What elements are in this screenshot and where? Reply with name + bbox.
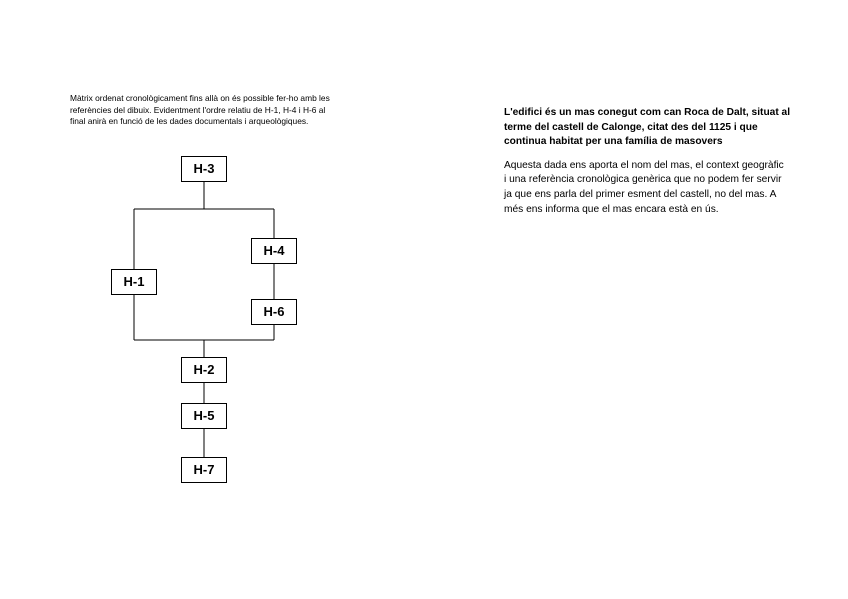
intro-line-2: terme del castell de Calonge, citat des del 1125 i que [504, 121, 758, 133]
intro-line-1: L'edifici és un mas conegut com can Roca de Dalt, situat al [504, 107, 791, 118]
caption-line-2: referències del dibuix. Evidentment l'ordre relatiu de H-1, H-4 i H-6 al [70, 104, 326, 115]
node-h2: H-2 [181, 357, 227, 383]
body-line-3: ja que ens parla del primer esment del castell, no del mas. A [504, 188, 777, 200]
node-h4: H-4 [251, 238, 297, 264]
caption-line-1: Màtrix ordenat cronològicament fins allà on és possible fer-ho amb les [70, 93, 330, 103]
body-line-4: més ens informa que el mas encara està en ús. [504, 203, 719, 215]
description-intro [504, 106, 824, 150]
description-body [504, 159, 824, 217]
node-h5: H-5 [181, 403, 227, 429]
body-line-2: i una referència cronològica genèrica que no podem fer servir [504, 174, 782, 186]
intro-line-3: continua habitat per una família de masovers [504, 136, 723, 148]
node-h6: H-6 [251, 299, 297, 325]
body-line-1: Aquesta dada ens aporta el nom del mas, el context geogràfic [504, 159, 784, 171]
node-h7: H-7 [181, 457, 227, 483]
node-h1: H-1 [111, 269, 157, 295]
description-block [504, 106, 824, 217]
caption-line-3: final anirà en funció de les dades documentals i arqueològiques. [70, 116, 309, 126]
node-h3: H-3 [181, 156, 227, 182]
